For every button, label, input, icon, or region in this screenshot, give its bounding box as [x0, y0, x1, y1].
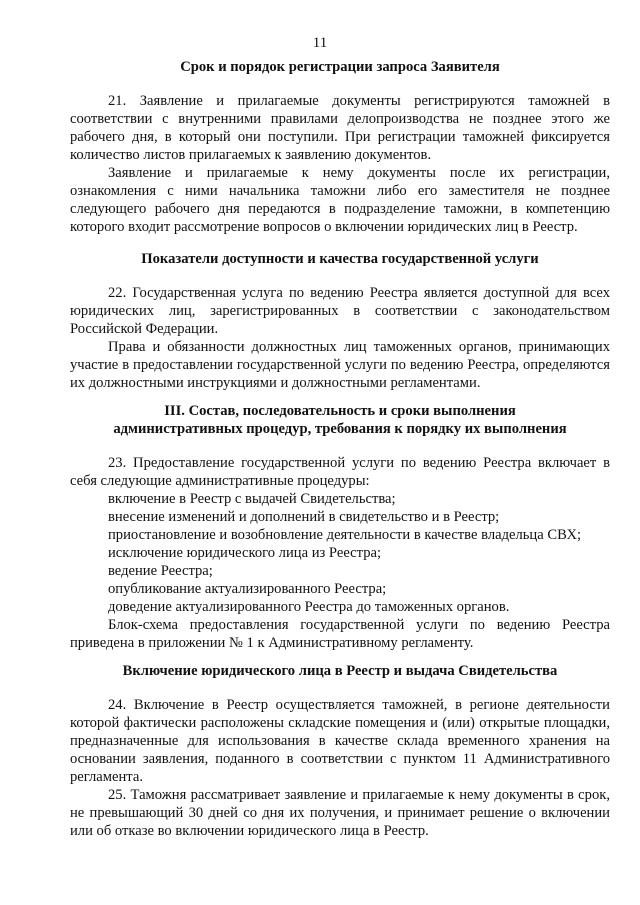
list-item: приостановление и возобновление деятельности в качестве владельца СВХ; [108, 527, 582, 543]
heading-deadline: Срок и порядок регистрации запроса Заявителя [180, 59, 500, 75]
page-number: 11 [312, 35, 328, 51]
list-item: доведение актуализированного Реестра до таможенных органов. [108, 599, 510, 615]
heading-section-iii-line2: административных процедур, требования к порядку их выполнения [113, 421, 567, 437]
heading-inclusion: Включение юридического лица в Реестр и выдача Свидетельства [122, 663, 558, 679]
paragraph-24: 24. Включение в Реестр осуществляется таможней, в регионе деятельности которой фактически расположены складские помещения и (или) открытые площадки, предназначенные для использования в качестве склада временного хранения на основании заявления, поданного в соответствии с пунктом 11 Административного регламента. [70, 697, 610, 785]
list-item: исключение юридического лица из Реестра; [108, 545, 382, 561]
paragraph-23: 23. Предоставление государственной услуги по ведению Реестра включает в себя следующие административные процедуры: [70, 455, 610, 489]
paragraph-21b: Заявление и прилагаемые к нему документы после их регистрации, ознакомления с ними начальника таможни либо его заместителя не позднее следующего рабочего дня передаются в подразделение таможни, в компетенцию которого входит рассмотрение вопросов о включении юридических лиц в Реестр. [70, 165, 610, 235]
list-item: включение в Реестр с выдачей Свидетельства; [108, 491, 396, 507]
paragraph-21: 21. Заявление и прилагаемые документы регистрируются таможней в соответствии с внутренними правилами делопроизводства не позднее этого же рабочего дня, в который они поступили. При регистрации таможней фиксируется количество листов прилагаемых к заявлению документов. [70, 93, 610, 163]
list-item: опубликование актуализированного Реестра; [108, 581, 387, 597]
list-item: внесение изменений и дополнений в свидетельство и в Реестр; [108, 509, 500, 525]
paragraph-23b: Блок-схема предоставления государственной услуги по ведению Реестра приведена в приложении № 1 к Административному регламенту. [70, 617, 610, 651]
heading-section-iii-line1: III. Состав, последовательность и сроки выполнения [164, 403, 516, 419]
paragraph-22b: Права и обязанности должностных лиц таможенных органов, принимающих участие в предоставлении государственной услуги по ведению Реестра, определяются их должностными инструкциями и должностными регламентами. [70, 339, 610, 391]
list-item: ведение Реестра; [108, 563, 213, 579]
paragraph-25: 25. Таможня рассматривает заявление и прилагаемые к нему документы в срок, не превышающий 30 дней со дня их получения, и принимает решение о включении или об отказе во включении юридического лица в Реестр. [70, 787, 610, 839]
paragraph-22: 22. Государственная услуга по ведению Реестра является доступной для всех юридических лиц, зарегистрированных в соответствии с законодательством Российской Федерации. [70, 285, 610, 337]
heading-quality: Показатели доступности и качества государственной услуги [141, 251, 539, 267]
